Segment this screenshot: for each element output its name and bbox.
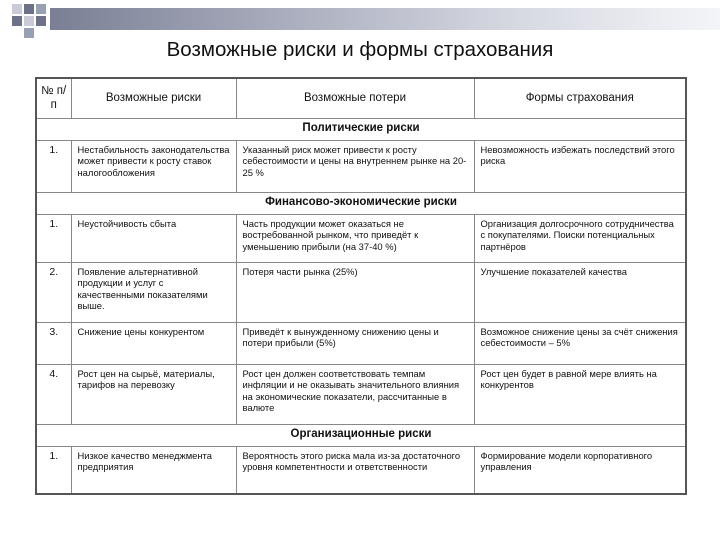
section-title: Политические риски	[36, 118, 686, 140]
header-losses: Возможные потери	[236, 78, 474, 118]
row-number: 1.	[36, 214, 71, 262]
risks-table	[35, 77, 687, 495]
header-gradient-bar	[50, 8, 720, 30]
loss-cell: Рост цен должен соответствовать темпам инфляции и не оказывать значительного влияния на экономические показатели, рассчитанные в валюте	[236, 364, 474, 424]
slide-header-decoration	[0, 0, 720, 40]
insurance-cell: Улучшение показателей качества	[474, 262, 686, 322]
row-number: 1.	[36, 140, 71, 192]
section-row-political	[36, 118, 686, 140]
deco-square	[36, 4, 46, 14]
loss-cell: Приведёт к вынужденному снижению цены и потери прибыли (5%)	[236, 322, 474, 364]
insurance-cell: Возможное снижение цены за счёт снижения себестоимости – 5%	[474, 322, 686, 364]
risk-cell: Неустойчивость сбыта	[71, 214, 236, 262]
row-number: 4.	[36, 364, 71, 424]
table-header-row	[36, 78, 686, 118]
row-number: 1.	[36, 446, 71, 494]
row-number: 3.	[36, 322, 71, 364]
risk-cell: Появление альтернативной продукции и услуг с качественными показателями выше.	[71, 262, 236, 322]
deco-square	[12, 4, 22, 14]
insurance-cell: Формирование модели корпоративного управления	[474, 446, 686, 494]
insurance-cell: Организация долгосрочного сотрудничества с покупателями. Поиски потенциальных партнёров	[474, 214, 686, 262]
deco-square	[12, 16, 22, 26]
table-row	[36, 140, 686, 192]
loss-cell: Указанный риск может привести к росту себестоимости и цены на внутреннем рынке на 20-25 %	[236, 140, 474, 192]
table-row	[36, 262, 686, 322]
deco-square	[24, 4, 34, 14]
deco-square	[24, 16, 34, 26]
section-row-organizational	[36, 424, 686, 446]
section-title: Финансово-экономические риски	[36, 192, 686, 214]
slide-title: Возможные риски и формы страхования	[166, 38, 554, 61]
section-title: Организационные риски	[36, 424, 686, 446]
table-row	[36, 364, 686, 424]
table-row	[36, 322, 686, 364]
header-insurance-forms: Формы страхования	[474, 78, 686, 118]
header-risks: Возможные риски	[71, 78, 236, 118]
table-row	[36, 214, 686, 262]
loss-cell: Часть продукции может оказаться не востребованной рынком, что приведёт к уменьшению прибыли (на 37-40 %)	[236, 214, 474, 262]
loss-cell: Вероятность этого риска мала из-за достаточного уровня компетентности и ответственности	[236, 446, 474, 494]
table-row	[36, 446, 686, 494]
risk-cell: Низкое качество менеджмента предприятия	[71, 446, 236, 494]
risk-cell: Нестабильность законодательства может привести к росту ставок налогообложения	[71, 140, 236, 192]
row-number: 2.	[36, 262, 71, 322]
deco-square	[24, 28, 34, 38]
header-number: № п/п	[36, 78, 71, 118]
insurance-cell: Невозможность избежать последствий этого риска	[474, 140, 686, 192]
risk-cell: Снижение цены конкурентом	[71, 322, 236, 364]
section-row-financial	[36, 192, 686, 214]
deco-square	[36, 16, 46, 26]
insurance-cell: Рост цен будет в равной мере влиять на конкурентов	[474, 364, 686, 424]
risk-cell: Рост цен на сырьё, материалы, тарифов на перевозку	[71, 364, 236, 424]
loss-cell: Потеря части рынка (25%)	[236, 262, 474, 322]
